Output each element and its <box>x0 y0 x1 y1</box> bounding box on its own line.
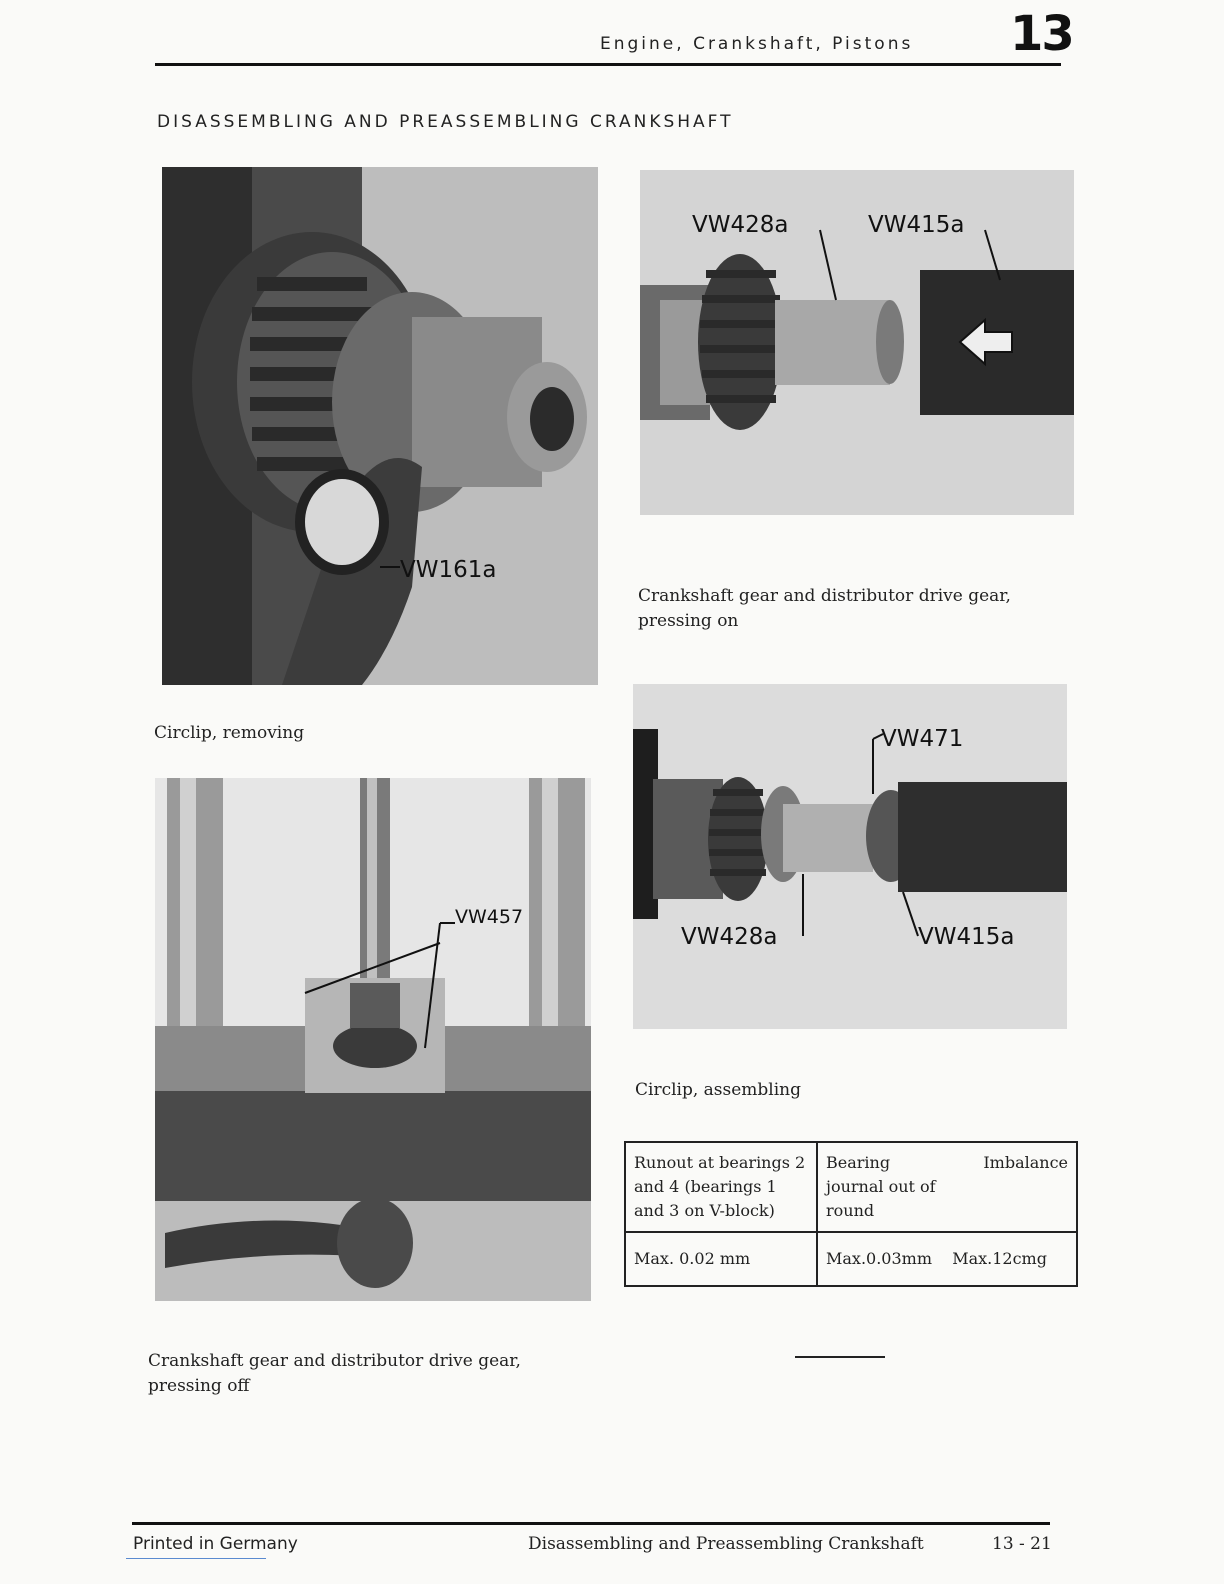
figure-circlip-removing-illustration <box>162 167 598 685</box>
figure-circlip-removing <box>162 167 598 685</box>
footer-section-name: Disassembling and Preassembling Crankshaft <box>528 1534 924 1554</box>
figure-gear-pressing-on-illustration <box>640 170 1074 515</box>
label-vw161a: VW161a <box>400 557 497 583</box>
crankshaft-spec-table <box>624 1141 1078 1287</box>
spec-header-imbalance: Imbalance <box>983 1153 1068 1172</box>
figure-circlip-assembling <box>633 684 1067 1029</box>
label-vw457: VW457 <box>455 906 524 928</box>
label-vw428a-bottom: VW428a <box>681 924 778 950</box>
caption-circlip-removing: Circlip, removing <box>154 723 305 743</box>
spec-value-imbalance: Max.12cmg <box>952 1249 1047 1268</box>
table-row <box>625 1232 1077 1286</box>
caption-circlip-assembling: Circlip, assembling <box>635 1080 802 1100</box>
spec-value-cell <box>817 1232 1077 1286</box>
figure-gear-pressing-on <box>640 170 1074 515</box>
label-vw428a-top: VW428a <box>692 212 789 238</box>
figure-gear-pressing-off <box>155 778 591 1301</box>
footer-printed: Printed in Germany <box>133 1534 298 1554</box>
spec-header-runout: Runout at bearings 2 and 4 (bearings 1 and 3 on V-block) <box>625 1142 817 1232</box>
caption-gear-pressing-on: Crankshaft gear and distributor drive gear, pressing on <box>638 586 1011 631</box>
header-rule <box>155 63 1061 66</box>
spec-value-out-of-round: Max.0.03mm <box>826 1249 932 1268</box>
running-header-title: Engine, Crankshaft, Pistons <box>600 34 914 54</box>
section-title: DISASSEMBLING AND PREASSEMBLING CRANKSHAFT <box>157 112 734 132</box>
table-row <box>625 1142 1077 1232</box>
footer-page-number: 13 - 21 <box>992 1534 1052 1554</box>
chapter-number: 13 <box>1010 6 1073 62</box>
label-vw415a-top: VW415a <box>868 212 965 238</box>
footer-rule <box>132 1522 1050 1525</box>
footer-underline <box>126 1558 266 1559</box>
end-rule <box>795 1356 885 1358</box>
figure-gear-pressing-off-illustration <box>155 778 591 1301</box>
spec-header-out-of-round: Bearing journal out of round <box>826 1153 936 1220</box>
label-vw415a-bottom: VW415a <box>918 924 1015 950</box>
spec-header-cell <box>817 1142 1077 1232</box>
label-vw471: VW471 <box>881 726 964 752</box>
spec-value-runout: Max. 0.02 mm <box>625 1232 817 1286</box>
figure-circlip-assembling-illustration <box>633 684 1067 1029</box>
caption-gear-pressing-off: Crankshaft gear and distributor drive gear, pressing off <box>148 1351 521 1396</box>
